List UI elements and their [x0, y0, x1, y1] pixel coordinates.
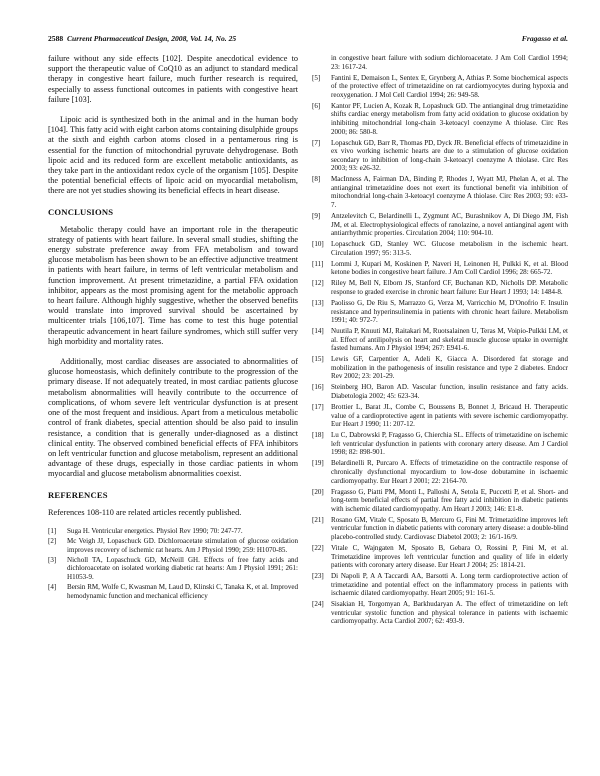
reference-text: Fantini E, Demaison L, Sentex E, Grynberg A, Athias P. Some biochemical aspects of the protective effect of trimetazidine on rat cardiomyocytes during hypoxia and reoxygenation. J Mol Cell Cardiol 1994; 26: 949-58.: [331, 73, 568, 99]
left-column: [48, 54, 298, 602]
journal-citation: Current Pharmaceutical Design, 2008, Vol. 14, No. 25: [66, 34, 237, 43]
body-paragraph: failure without any side effects [102]. Despite anecdotical evidence to support the therapeutic value of CoQ10 as an adjunct to standard medical therapy in congestive heart failure, much further research is required, especially to assess functional outcomes in patients with congestive heart failure [103].: [48, 54, 298, 104]
reference-item: [312, 516, 568, 542]
reference-item: [312, 175, 568, 209]
reference-item: [312, 327, 568, 353]
reference-text: Lopaschuck GD, Stanley WC. Glucose metabolism in the ischemic heart. Circulation 1997; 95: 313-5.: [331, 240, 568, 257]
reference-text: Brottier L, Barat JL, Combe C, Boussens B, Bonnet J, Bricaud H. Therapeutic value of a cardioprotective agent in patients with severe ischemic cardiomyopathy. Eur Heart J 1990; 11: 207-12.: [331, 403, 568, 429]
reference-number: [17]: [312, 403, 324, 412]
reference-item: [312, 260, 568, 277]
reference-number: [3]: [48, 555, 57, 564]
reference-item: [312, 299, 568, 325]
reference-item: [312, 74, 568, 100]
reference-item: [312, 279, 568, 296]
header-left: [48, 34, 236, 43]
reference-item: [312, 459, 568, 485]
reference-item: [312, 431, 568, 457]
references-note: References 108-110 are related articles recently published.: [48, 507, 242, 517]
reference-number: [22]: [312, 543, 324, 552]
right-column: [312, 54, 568, 628]
reference-text: Paolisso G, De Riu S, Marrazzo G, Verza M, Varricchio M, D'Onofrio F. Insulin resistance and hyperinsulinemia in patients with chronic heart failure. Metabolism 1991; 40: 972-7.: [331, 298, 568, 325]
reference-number: [16]: [312, 383, 324, 392]
reference-text: Di Napoli P, A A Taccardi AA, Barsotti A. Long term cardioprotective action of trimetazidine and potential effect on the inflammatory process in patients with ischaemic dilated cardiomyopathy. Heart 2005; 91: 161-5.: [331, 572, 568, 598]
reference-number: [8]: [312, 175, 321, 184]
reference-text: MacInness A, Fairman DA, Binding P, Rhodes J, Wyatt MJ, Phelan A, et al. The antianginal trimetazidine does not exert its functional benefit via inhibition of mitochondrial long-chain 3-ketoacyl coenzyme A thiolase. Circ Res 2003; 93: e33-7.: [331, 175, 568, 210]
reference-number: [19]: [312, 459, 324, 468]
reference-text: Steinberg HO, Baron AD. Vascular function, insulin resistance and fatty acids. Diabetologia 2002; 45: 623-34.: [331, 383, 568, 401]
reference-item: [312, 403, 568, 429]
reference-number: [9]: [312, 212, 321, 221]
reference-number: [15]: [312, 355, 324, 364]
reference-item: [312, 240, 568, 257]
reference-item: [48, 527, 298, 536]
reference-number: [2]: [48, 536, 57, 545]
reference-number: [23]: [312, 572, 324, 581]
reference-text: Nicholl TA, Lopaschuck GD, McNeill GH. Effects of free fatty acids and dichloroacetate on isolated working diabetic rat hearts: Am J Physiol 1991; 261: H1053-9.: [67, 555, 298, 581]
reference-number: [5]: [312, 73, 321, 82]
reference-item: [312, 212, 568, 238]
reference-number: [14]: [312, 327, 324, 336]
reference-number: [12]: [312, 279, 324, 288]
reference-text: Riley M, Bell N, Elborn JS, Stanford CF, Buchanan KD, Nicholls DP. Metabolic response to graded exercise in chronic heart failure: Eur Heart J 1993; 14: 1484-8.: [331, 279, 568, 296]
reference-item: [312, 383, 568, 400]
page-header: [48, 34, 568, 46]
reference-number: [18]: [312, 431, 324, 440]
header-authors: Fragasso et al.: [521, 34, 568, 43]
reference-number: [11]: [312, 259, 324, 268]
reference-text: Vitale C, Wajngaten M, Sposato B, Gebara O, Rossini P, Fini M, et al. Trimetazidine improves left ventricular function and quality of life in elderly patients with coronary artery disease. Eur Heart J 2004; 25: 1814-21.: [331, 543, 568, 570]
reference-text: Mc Veigh JJ, Lopaschuck GD. Dichloroacetate stimulation of glucose oxidation improves recovery of ischemic rat hearts. Am J Physiol 1990; 259: H1070-85.: [67, 536, 298, 554]
reference-item: [48, 556, 298, 582]
reference-number: [6]: [312, 101, 321, 110]
reference-text: Nuutila P, Knuuti MJ, Raitakari M, Ruotsalainen U, Teras M, Voipio-Pulkki LM, et al. Effect of antilipolysis on heart and skeletal muscle glucose uptake in overnight fasted humans. Am J Physiol 1994; 267: E941-6.: [331, 327, 568, 353]
reference-text: Lommi J, Kupari M, Koskinen P, Naveri H, Leinonen H, Pulkki K, et al. Blood ketone bodies in congestive heart failure. J Am Coll Cardiol 1996; 28: 665-72.: [331, 259, 568, 277]
body-paragraph: Additionally, most cardiac diseases are associated to abnormalities of glucose homeostasis, which definitely contribute to the progression of the primary disease. If not adequately treated, in most cardiac patients glucose metabolism abnormalities will heavily contribute to the occurrence of complications, of whom severe left ventricular dysfunction is at present one of the most frequent and insidious. Apart from a meticulous metabolic control of frank diabetes, special attention should be also paid to insulin resistance, a condition that is generally under-diagnosed as a distinct clinical entity. The observed combined beneficial effects of FFA inhibitors on left ventricular function and glucose metabolism, represent an additional advantage of these drugs, especially in those cardiac patients in whom myocardial and glucose metabolism abnormalities coexist.: [48, 357, 298, 479]
reference-number: [1]: [48, 526, 57, 535]
page-number: 2588: [48, 34, 64, 43]
reference-text: Bersin RM, Wolfe C, Kwasman M, Laud D, Klinski C, Tanaka K, et al. Improved hemodynamic function and mechanical efficiency: [67, 583, 298, 600]
reference-text: Lu C, Dabrowski P, Fragasso G, Chierchia SL. Effects of trimetazidine on ischemic left ventricular dysfunction in patients with coronary artery disease. Am J Cardiol 1998; 82: 898-901.: [331, 431, 568, 457]
reference-text: Lopaschuk GD, Barr R, Thomas PD, Dyck JR. Beneficial effects of trimetazidine in ex vivo working ischemic hearts are due to a stimulation of glucose oxidation secondary to inhibition of long-chain 3-ketoacyl coenzyme A thiolase. Circ Res 2003; 93: e26-32.: [331, 138, 568, 173]
reference-item: [312, 139, 568, 173]
body-paragraph: Lipoic acid is synthesized both in the animal and in the human body [104]. This fatty acid with eight carbon atoms containing disulphide groups at the sixth and eighth carbon atoms closed in a pentamerous ring is essential for the function of mitochondrial pyruvate dehydrogenase. Both lipoic acid and its reduced form are excellent metabolic antioxidants, as they take part in the antioxidant redox cycle of the organism [105]. Despite the potential beneficial effects of lipoic acid on myocardial metabolism, there are not yet studies showing its beneficial effects in heart disease.: [48, 115, 298, 196]
reference-number: [7]: [312, 138, 321, 147]
reference-item: [312, 355, 568, 381]
reference-item: [312, 544, 568, 570]
reference-text: Lewis GF, Carpentier A, Adeli K, Giacca A. Disordered fat storage and mobilization in the pathogenesis of insulin resistance and type 2 diabetes. Endocr Rev 2002; 23: 201-29.: [331, 355, 568, 381]
reference-number: [10]: [312, 240, 324, 249]
reference-item: [48, 583, 298, 600]
reference-text: Suga H. Ventricular energetics. Physiol Rev 1990; 70: 247-77.: [67, 526, 243, 535]
reference-number: [20]: [312, 487, 324, 496]
reference-number: [4]: [48, 583, 57, 592]
reference-text: Antzelevitch C, Belardinelli L, Zygmunt AC, Burashnikov A, Di Diego JM, Fish JM, et al. Electrophysiological effects of ranolazine, a novel antianginal agent with antiarrhythmic properties. Circulation 2004; 110: 904-10.: [331, 212, 568, 238]
reference-text: Sisakian H, Torgomyan A, Barkhudaryan A. The effect of trimetazidine on left ventricular systolic function and physical tolerance in patients with ischaemic cardiomyopathy. Acta Cardiol 2007; 62: 493-9.: [331, 600, 568, 626]
reference-continuation: in congestive heart failure with sodium dichloroacetate. J Am Coll Cardiol 1994; 23: 1617-24.: [331, 54, 568, 71]
reference-text: Rosano GM, Vitale C, Sposato B, Mercuro G, Fini M. Trimetazidine improves left ventricular function in diabetic patients with coronary artery disease: a double-blind placebo-controlled study. Cardiovasc Diabetol 2003; 2: 16/1-16/9.: [331, 515, 568, 541]
reference-item: [312, 488, 568, 514]
reference-item: [312, 572, 568, 598]
body-paragraph: Metabolic therapy could have an important role in the therapeutic strategy of patients with heart failure. In several small studies, shifting the energy substrate preference away from FFA metabolism and toward glucose metabolism has been shown to be an effective adjunctive treatment in patients with heart failure, in terms of left ventricular metabolism and function improvement. At present trimetazidine, a partial FFA oxidation inhibitor, appears as the most promising agent for the metabolic approach to heart failure. Although highly suggestive, whether the observed benefits would translate into improved survival should be ascertained by multicenter trials [106,107]. Time has come to test this huge potential therapeutic advancement in heart failure syndromes, which still suffer very high morbidity and mortality rates.: [48, 224, 298, 346]
reference-item: [48, 537, 298, 554]
reference-number: [13]: [312, 298, 324, 307]
reference-number: [24]: [312, 600, 324, 609]
reference-item: [312, 600, 568, 626]
reference-text: Kantor PF, Lucien A, Kozak R, Lopashuck GD. The antianginal drug trimetazidine shifts cardiac energy metabolism from fatty acid oxidation to glucose oxidation by inhibiting mitochondrial long-chain 3-ketoacyl coenzyme A thiolase. Circ Res 2000; 86: 580-8.: [331, 101, 568, 136]
reference-text: Belardinelli R, Purcaro A. Effects of trimetazidine on the contractile response of chronically dysfunctional myocardium to low-dose dobutamine in ischaemic cardiomyopathy. Eur Heart J 2001; 22: 2164-70.: [331, 459, 568, 485]
reference-item: [312, 102, 568, 136]
reference-text: Fragasso G, Piatti PM, Monti L, Palloshi A, Setola E, Puccetti P, et al. Short- and long-term beneficial effects of partial free fatty acid inhibition in diabetic patients with ischemic dilated cardiomyopathy. Am Heart J 2003; 146: E1-8.: [331, 487, 568, 513]
reference-number: [21]: [312, 515, 324, 524]
references-heading: REFERENCES: [48, 489, 108, 500]
conclusions-heading: CONCLUSIONS: [48, 206, 114, 217]
